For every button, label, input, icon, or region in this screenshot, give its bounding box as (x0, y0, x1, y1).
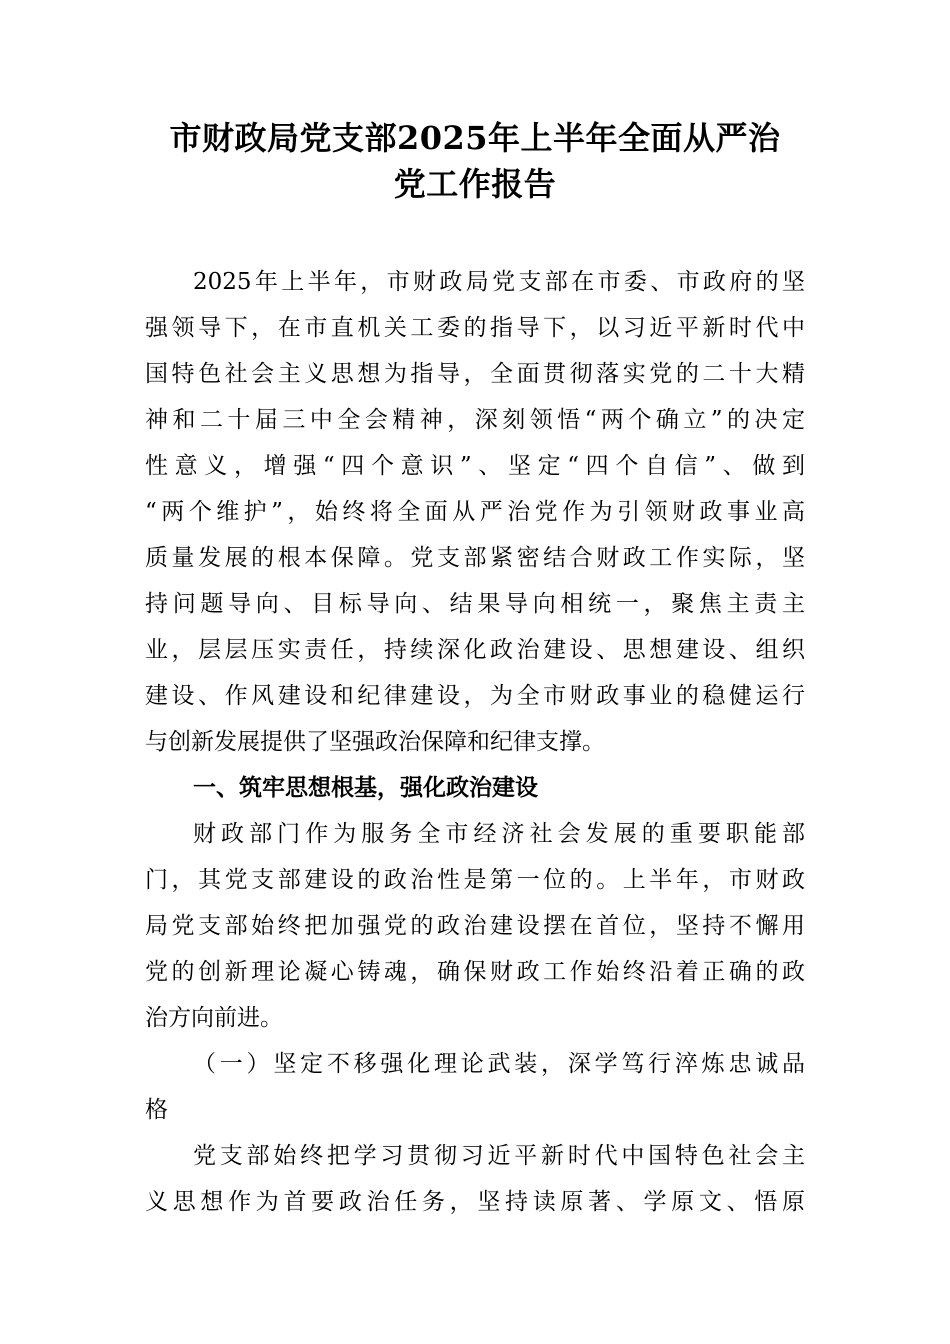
paragraph-line: 治方向前进。 (145, 1005, 283, 1031)
paragraph-line: 性意义，增强“四个意识”、坚定“四个自信”、做到 (145, 453, 805, 479)
section-heading: 一、筑牢思想根基，强化政治建设 (193, 775, 538, 801)
paragraph-line: 建设、作风建设和纪律建设，为全市财政事业的稳健运行 (145, 683, 805, 709)
paragraph-line: 门，其党支部建设的政治性是第一位的。上半年，市财政 (145, 867, 805, 893)
subsection-heading-continued: 格 (145, 1097, 168, 1123)
document-title-line-1: 市财政局党支部2025年上半年全面从严治 (169, 119, 781, 157)
subsection-heading: （一）坚定不移强化理论武装，深学笃行淬炼忠诚品 (193, 1051, 805, 1077)
paragraph-line: 局党支部始终把加强党的政治建设摆在首位，坚持不懈用 (145, 913, 805, 939)
paragraph-line: 2025年上半年，市财政局党支部在市委、市政府的坚 (193, 269, 805, 295)
paragraph-line: 义思想作为首要政治任务，坚持读原著、学原文、悟原 (145, 1189, 805, 1215)
paragraph-line: 持问题导向、目标导向、结果导向相统一，聚焦主责主 (145, 591, 805, 617)
paragraph-line: 党的创新理论凝心铸魂，确保财政工作始终沿着正确的政 (145, 959, 805, 985)
paragraph-line: 党支部始终把学习贯彻习近平新时代中国特色社会主 (193, 1143, 805, 1169)
paragraph-line: 与创新发展提供了坚强政治保障和纪律支撑。 (145, 729, 605, 755)
document-title-line-2: 党工作报告 (393, 165, 557, 203)
paragraph-line: 质量发展的根本保障。党支部紧密结合财政工作实际，坚 (145, 545, 805, 571)
paragraph-line: 强领导下，在市直机关工委的指导下，以习近平新时代中 (145, 315, 805, 341)
paragraph-line: 国特色社会主义思想为指导，全面贯彻落实党的二十大精 (145, 361, 805, 387)
paragraph-line: 财政部门作为服务全市经济社会发展的重要职能部 (193, 821, 805, 847)
paragraph-line: 神和二十届三中全会精神，深刻领悟“两个确立”的决定 (145, 407, 805, 433)
paragraph-line: 业，层层压实责任，持续深化政治建设、思想建设、组织 (145, 637, 805, 663)
paragraph-line: “两个维护”，始终将全面从严治党作为引领财政事业高 (145, 499, 805, 525)
